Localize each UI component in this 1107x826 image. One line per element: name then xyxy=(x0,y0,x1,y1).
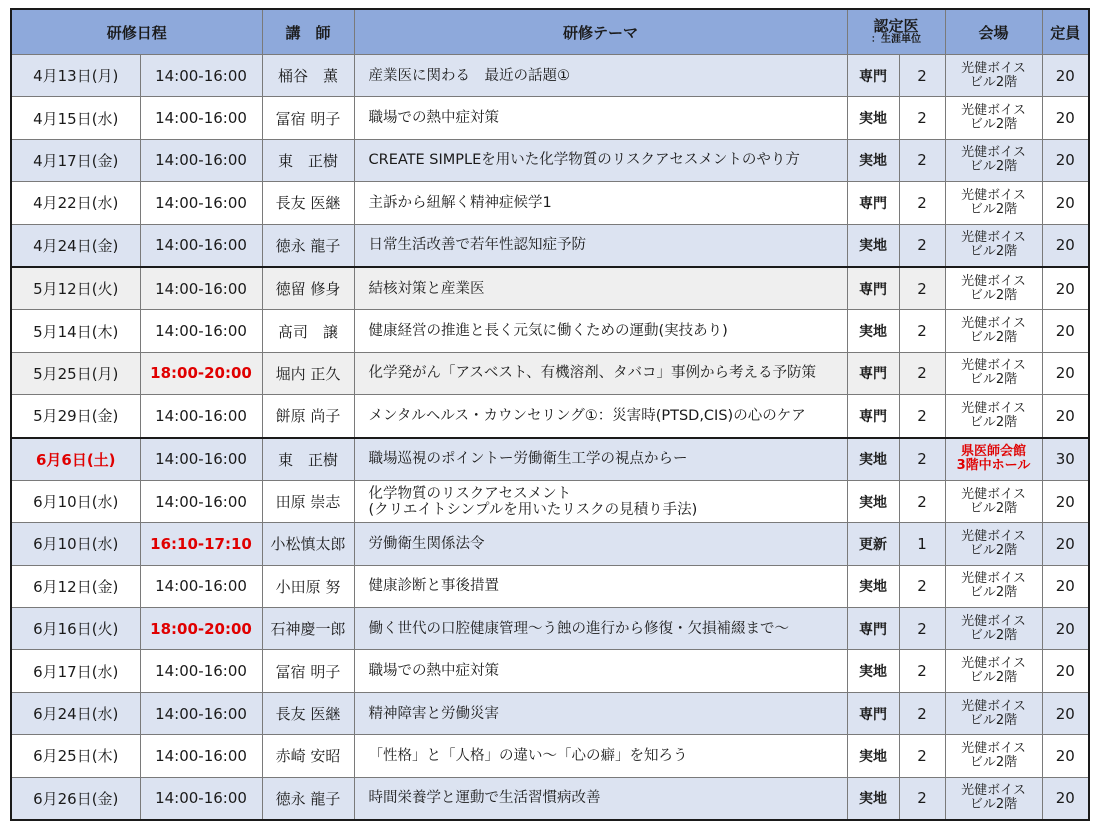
venue-line: ビル2階 xyxy=(969,159,1018,175)
theme-cell xyxy=(354,224,847,267)
venue-cell xyxy=(945,55,1042,97)
units-cell: 2 xyxy=(899,777,945,820)
kind-cell: 更新 xyxy=(847,523,899,565)
time-cell: 18:00-20:00 xyxy=(140,352,262,394)
lecturer-cell: 長友 医継 xyxy=(262,692,354,734)
time-cell: 14:00-16:00 xyxy=(140,565,262,607)
theme-line: 職場での熱中症対策 xyxy=(368,110,499,127)
kind-cell: 専門 xyxy=(847,692,899,734)
venue-cell xyxy=(945,97,1042,139)
kind-cell: 実地 xyxy=(847,650,899,692)
table-row xyxy=(11,97,1089,139)
capacity-cell: 20 xyxy=(1042,267,1089,310)
venue-cell xyxy=(945,267,1042,310)
units-cell: 2 xyxy=(899,224,945,267)
date-cell: 6月25日(木) xyxy=(11,735,140,777)
capacity-cell: 20 xyxy=(1042,395,1089,438)
kind-cell: 実地 xyxy=(847,480,899,522)
theme-line: 健康経営の推進と長く元気に働くための運動(実技あり) xyxy=(368,323,728,340)
units-cell: 2 xyxy=(899,735,945,777)
capacity-cell: 20 xyxy=(1042,224,1089,267)
lecturer-cell: 田原 崇志 xyxy=(262,480,354,522)
header-date: 研修日程 xyxy=(11,9,262,55)
kind-cell: 実地 xyxy=(847,139,899,181)
time-cell: 14:00-16:00 xyxy=(140,139,262,181)
kind-cell: 実地 xyxy=(847,777,899,820)
table-row xyxy=(11,267,1089,310)
lecturer-cell: 冨宿 明子 xyxy=(262,97,354,139)
time-cell: 18:00-20:00 xyxy=(140,608,262,650)
capacity-cell: 20 xyxy=(1042,352,1089,394)
venue-line: ビル2階 xyxy=(969,117,1018,133)
theme-cell xyxy=(354,650,847,692)
table-row xyxy=(11,55,1089,97)
units-cell: 2 xyxy=(899,267,945,310)
venue-line: 光健ボイス xyxy=(961,486,1026,502)
theme-line: 化学発がん「アスベスト、有機溶剤、タバコ」事例から考える予防策 xyxy=(368,365,816,382)
capacity-cell: 30 xyxy=(1042,438,1089,481)
kind-cell: 実地 xyxy=(847,565,899,607)
venue-line: ビル2階 xyxy=(969,372,1018,388)
date-cell: 6月17日(水) xyxy=(11,650,140,692)
venue-line: 光健ボイス xyxy=(961,316,1026,332)
lecturer-cell: 石神慶一郎 xyxy=(262,608,354,650)
header-credit-main: 認定医 xyxy=(873,17,919,35)
time-cell: 14:00-16:00 xyxy=(140,310,262,352)
venue-cell xyxy=(945,523,1042,565)
theme-line: メンタルヘルス・カウンセリング①：災害時(PTSD,CIS)の心のケア xyxy=(368,407,806,424)
table-row xyxy=(11,777,1089,820)
time-cell: 14:00-16:00 xyxy=(140,224,262,267)
date-cell: 4月13日(月) xyxy=(11,55,140,97)
venue-line: ビル2階 xyxy=(969,201,1018,217)
venue-line: 光健ボイス xyxy=(961,230,1026,246)
date-cell: 4月15日(水) xyxy=(11,97,140,139)
time-cell: 14:00-16:00 xyxy=(140,97,262,139)
theme-cell xyxy=(354,523,847,565)
theme-cell xyxy=(354,480,847,522)
venue-line: ビル2階 xyxy=(969,712,1018,728)
table-row xyxy=(11,523,1089,565)
venue-cell xyxy=(945,352,1042,394)
table-row xyxy=(11,650,1089,692)
units-cell: 2 xyxy=(899,97,945,139)
theme-cell xyxy=(354,352,847,394)
venue-line: 県医師会館 xyxy=(960,444,1026,460)
lecturer-cell: 餅原 尚子 xyxy=(262,395,354,438)
venue-cell xyxy=(945,692,1042,734)
venue-line: 光健ボイス xyxy=(961,273,1026,289)
kind-cell: 実地 xyxy=(847,438,899,481)
theme-cell xyxy=(354,97,847,139)
theme-line: 産業医に関わる 最近の話題① xyxy=(368,67,570,84)
venue-line: 光健ボイス xyxy=(961,740,1026,756)
capacity-cell: 20 xyxy=(1042,310,1089,352)
venue-line: ビル2階 xyxy=(969,627,1018,643)
kind-cell: 実地 xyxy=(847,97,899,139)
venue-cell xyxy=(945,224,1042,267)
venue-line: 光健ボイス xyxy=(961,358,1026,374)
capacity-cell: 20 xyxy=(1042,182,1089,224)
time-cell: 14:00-16:00 xyxy=(140,55,262,97)
theme-line: 精神障害と労働災害 xyxy=(368,705,499,722)
time-cell: 14:00-16:00 xyxy=(140,267,262,310)
theme-cell xyxy=(354,565,847,607)
theme-line: 働く世代の口腔健康管理～う蝕の進行から修復・欠損補綴まで～ xyxy=(368,620,789,637)
units-cell: 2 xyxy=(899,55,945,97)
date-cell: 4月24日(金) xyxy=(11,224,140,267)
lecturer-cell: 小田原 努 xyxy=(262,565,354,607)
date-cell: 5月29日(金) xyxy=(11,395,140,438)
venue-line: ビル2階 xyxy=(969,542,1018,558)
date-cell: 6月24日(水) xyxy=(11,692,140,734)
venue-line: 光健ボイス xyxy=(961,145,1026,161)
kind-cell: 専門 xyxy=(847,608,899,650)
table-row xyxy=(11,139,1089,181)
header-theme: 研修テーマ xyxy=(354,9,847,55)
table-row xyxy=(11,352,1089,394)
capacity-cell: 20 xyxy=(1042,97,1089,139)
units-cell: 2 xyxy=(899,565,945,607)
lecturer-cell: 桶谷 薫 xyxy=(262,55,354,97)
venue-line: 光健ボイス xyxy=(961,571,1026,587)
venue-cell xyxy=(945,395,1042,438)
header-row xyxy=(11,9,1089,55)
kind-cell: 専門 xyxy=(847,352,899,394)
kind-cell: 実地 xyxy=(847,310,899,352)
venue-line: ビル2階 xyxy=(969,287,1018,303)
venue-line: 光健ボイス xyxy=(961,656,1026,672)
venue-line: 光健ボイス xyxy=(961,400,1026,416)
table-row xyxy=(11,480,1089,522)
lecturer-cell: 徳永 龍子 xyxy=(262,777,354,820)
venue-line: ビル2階 xyxy=(969,414,1018,430)
venue-line: ビル2階 xyxy=(969,585,1018,601)
venue-line: ビル2階 xyxy=(969,797,1018,813)
units-cell: 1 xyxy=(899,523,945,565)
capacity-cell: 20 xyxy=(1042,608,1089,650)
capacity-cell: 20 xyxy=(1042,692,1089,734)
lecturer-cell: 冨宿 明子 xyxy=(262,650,354,692)
time-cell: 14:00-16:00 xyxy=(140,438,262,481)
table-row xyxy=(11,608,1089,650)
venue-cell xyxy=(945,735,1042,777)
capacity-cell: 20 xyxy=(1042,480,1089,522)
venue-line: 光健ボイス xyxy=(961,528,1026,544)
schedule-body xyxy=(11,55,1089,821)
training-schedule-table xyxy=(10,8,1090,821)
kind-cell: 専門 xyxy=(847,395,899,438)
theme-line: 職場での熱中症対策 xyxy=(368,663,499,680)
schedule-container xyxy=(10,8,1090,821)
date-cell: 6月12日(金) xyxy=(11,565,140,607)
lecturer-cell: 堀内 正久 xyxy=(262,352,354,394)
header-lecturer: 講 師 xyxy=(262,9,354,55)
venue-line: 光健ボイス xyxy=(961,60,1026,76)
table-row xyxy=(11,224,1089,267)
capacity-cell: 20 xyxy=(1042,523,1089,565)
table-row xyxy=(11,395,1089,438)
lecturer-cell: 長友 医継 xyxy=(262,182,354,224)
time-cell: 14:00-16:00 xyxy=(140,735,262,777)
venue-line: ビル2階 xyxy=(969,244,1018,260)
theme-line: 労働衛生関係法令 xyxy=(368,535,485,552)
kind-cell: 実地 xyxy=(847,224,899,267)
venue-cell xyxy=(945,139,1042,181)
table-row xyxy=(11,438,1089,481)
theme-line: 健康診断と事後措置 xyxy=(368,578,499,595)
theme-cell xyxy=(354,777,847,820)
lecturer-cell: 東 正樹 xyxy=(262,139,354,181)
venue-line: 光健ボイス xyxy=(961,103,1026,119)
capacity-cell: 20 xyxy=(1042,139,1089,181)
kind-cell: 専門 xyxy=(847,182,899,224)
theme-cell xyxy=(354,395,847,438)
date-cell: 5月12日(火) xyxy=(11,267,140,310)
units-cell: 2 xyxy=(899,480,945,522)
theme-cell xyxy=(354,438,847,481)
kind-cell: 専門 xyxy=(847,55,899,97)
date-cell: 5月25日(月) xyxy=(11,352,140,394)
date-cell: 6月16日(火) xyxy=(11,608,140,650)
venue-line: 3階中ホール xyxy=(956,458,1031,474)
time-cell: 14:00-16:00 xyxy=(140,182,262,224)
lecturer-cell: 徳永 龍子 xyxy=(262,224,354,267)
venue-line: 光健ボイス xyxy=(961,187,1026,203)
venue-cell xyxy=(945,310,1042,352)
units-cell: 2 xyxy=(899,395,945,438)
units-cell: 2 xyxy=(899,310,945,352)
kind-cell: 実地 xyxy=(847,735,899,777)
theme-cell xyxy=(354,692,847,734)
date-cell: 4月22日(水) xyxy=(11,182,140,224)
table-row xyxy=(11,692,1089,734)
units-cell: 2 xyxy=(899,182,945,224)
lecturer-cell: 髙司 譲 xyxy=(262,310,354,352)
theme-line: (クリエイトシンプルを用いたリスクの見積り手法) xyxy=(368,501,698,518)
venue-line: 光健ボイス xyxy=(961,783,1026,799)
header-venue: 会場 xyxy=(945,9,1042,55)
theme-cell xyxy=(354,608,847,650)
time-cell: 14:00-16:00 xyxy=(140,395,262,438)
capacity-cell: 20 xyxy=(1042,735,1089,777)
time-cell: 16:10-17:10 xyxy=(140,523,262,565)
time-cell: 14:00-16:00 xyxy=(140,777,262,820)
theme-cell xyxy=(354,182,847,224)
venue-line: ビル2階 xyxy=(969,754,1018,770)
header-credit xyxy=(847,9,945,55)
venue-cell xyxy=(945,182,1042,224)
venue-line: ビル2階 xyxy=(969,670,1018,686)
venue-line: ビル2階 xyxy=(969,500,1018,516)
capacity-cell: 20 xyxy=(1042,55,1089,97)
lecturer-cell: 小松慎太郎 xyxy=(262,523,354,565)
theme-line: CREATE SIMPLEを用いた化学物質のリスクアセスメントのやり方 xyxy=(368,152,800,169)
time-cell: 14:00-16:00 xyxy=(140,480,262,522)
theme-line: 時間栄養学と運動で生活習慣病改善 xyxy=(368,790,601,807)
time-cell: 14:00-16:00 xyxy=(140,650,262,692)
capacity-cell: 20 xyxy=(1042,777,1089,820)
theme-line: 職場巡視のポイントー労働衛生工学の視点からー xyxy=(368,451,688,468)
date-cell: 6月10日(水) xyxy=(11,523,140,565)
venue-cell xyxy=(945,608,1042,650)
date-cell: 5月14日(木) xyxy=(11,310,140,352)
theme-line: 化学物質のリスクアセスメント xyxy=(368,485,572,502)
theme-line: 結核対策と産業医 xyxy=(368,280,485,297)
table-row xyxy=(11,182,1089,224)
time-cell: 14:00-16:00 xyxy=(140,692,262,734)
venue-line: ビル2階 xyxy=(969,330,1018,346)
header-credit-sub: ：生涯単位 xyxy=(871,34,921,45)
venue-line: 光健ボイス xyxy=(961,698,1026,714)
units-cell: 2 xyxy=(899,438,945,481)
date-cell: 4月17日(金) xyxy=(11,139,140,181)
theme-cell xyxy=(354,55,847,97)
lecturer-cell: 東 正樹 xyxy=(262,438,354,481)
venue-cell xyxy=(945,777,1042,820)
venue-line: ビル2階 xyxy=(969,74,1018,90)
theme-cell xyxy=(354,267,847,310)
units-cell: 2 xyxy=(899,139,945,181)
units-cell: 2 xyxy=(899,650,945,692)
kind-cell: 専門 xyxy=(847,267,899,310)
theme-line: 「性格」と「人格」の違い～「心の癖」を知ろう xyxy=(368,747,688,764)
capacity-cell: 20 xyxy=(1042,565,1089,607)
lecturer-cell: 赤崎 安昭 xyxy=(262,735,354,777)
theme-line: 日常生活改善で若年性認知症予防 xyxy=(368,237,586,254)
venue-cell xyxy=(945,438,1042,481)
venue-cell xyxy=(945,565,1042,607)
venue-cell xyxy=(945,650,1042,692)
units-cell: 2 xyxy=(899,352,945,394)
theme-line: 主訴から紐解く精神症候学1 xyxy=(368,194,552,211)
theme-cell xyxy=(354,310,847,352)
theme-cell xyxy=(354,139,847,181)
lecturer-cell: 徳留 修身 xyxy=(262,267,354,310)
date-cell: 6月6日(土) xyxy=(11,438,140,481)
table-row xyxy=(11,310,1089,352)
units-cell: 2 xyxy=(899,608,945,650)
venue-line: 光健ボイス xyxy=(961,613,1026,629)
theme-cell xyxy=(354,735,847,777)
date-cell: 6月26日(金) xyxy=(11,777,140,820)
venue-cell xyxy=(945,480,1042,522)
table-row xyxy=(11,565,1089,607)
table-row xyxy=(11,735,1089,777)
units-cell: 2 xyxy=(899,692,945,734)
date-cell: 6月10日(水) xyxy=(11,480,140,522)
header-capacity: 定員 xyxy=(1042,9,1089,55)
capacity-cell: 20 xyxy=(1042,650,1089,692)
